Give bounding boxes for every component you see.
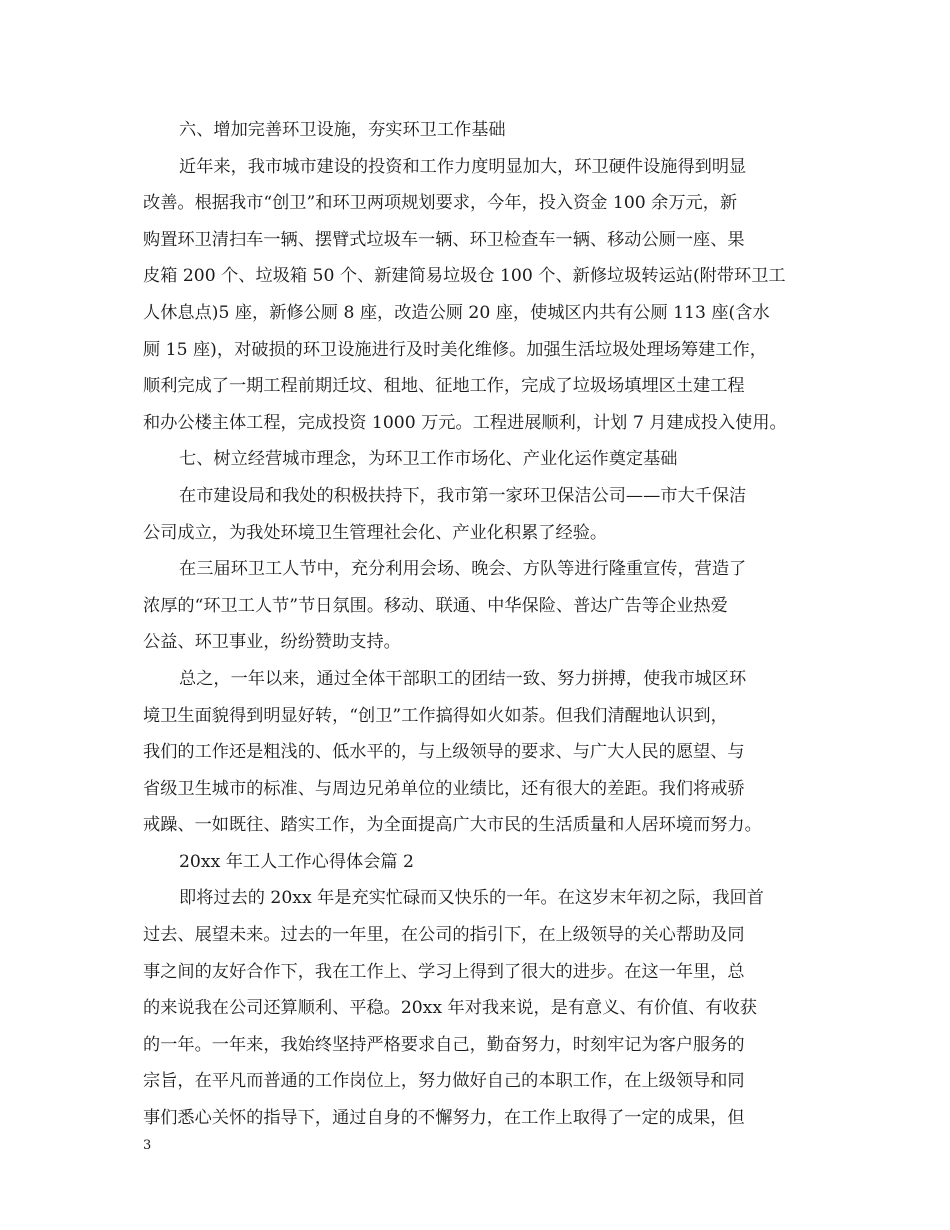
text-line: 浓厚的“环卫工人节”节日氛围。移动、联通、中华保险、普达广告等企业热爱 bbox=[143, 595, 728, 616]
text-line: 近年来，我市城市建设的投资和工作力度明显加大，环卫硬件设施得到明显 bbox=[179, 156, 747, 177]
text-line: 的来说我在公司还算顺利、平稳。20xx 年对我来说，是有意义、有价值、有收获 bbox=[143, 998, 757, 1019]
text-line: 公司成立，为我处环境卫生管理社会化、产业化积累了经验。 bbox=[143, 522, 608, 543]
text-line: 顺利完成了一期工程前期迁坟、租地、征地工作，完成了垃圾场填埋区土建工程 bbox=[143, 376, 745, 397]
text-line: 省级卫生城市的标准、与周边兄弟单位的业绩比，还有很大的差距。我们将戒骄 bbox=[143, 778, 745, 799]
text-line: 购置环卫清扫车一辆、摆臂式垃圾车一辆、环卫检查车一辆、移动公厕一座、果 bbox=[143, 229, 745, 250]
text-line: 在三届环卫工人节中，充分利用会场、晚会、方队等进行隆重宣传，营造了 bbox=[179, 559, 747, 580]
text-line: 事之间的友好合作下，我在工作上、学习上得到了很大的进步。在这一年里，总 bbox=[143, 961, 745, 982]
text-line: 境卫生面貌得到明显好转，“创卫”工作搞得如火如荼。但我们清醒地认识到， bbox=[143, 705, 728, 726]
text-line: 厕 15 座)，对破损的环卫设施进行及时美化维修。加强生活垃圾处理场筹建工作， bbox=[143, 339, 767, 360]
text-line: 总之，一年以来，通过全体干部职工的团结一致、努力拼搏，使我市城区环 bbox=[179, 668, 747, 689]
text-line: 皮箱 200 个、垃圾箱 50 个、新建简易垃圾仓 100 个、新修垃圾转运站(附带环卫工 bbox=[143, 266, 786, 287]
text-line: 我们的工作还是粗浅的、低水平的，与上级领导的要求、与广大人民的愿望、与 bbox=[143, 742, 745, 763]
text-line: 的一年。一年来，我始终坚持严格要求自己，勤奋努力，时刻牢记为客户服务的 bbox=[143, 1034, 745, 1055]
text-line: 即将过去的 20xx 年是充实忙碌而又快乐的一年。在这岁末年初之际，我回首 bbox=[179, 888, 764, 909]
text-line: 七、树立经营城市理念，为环卫工作市场化、产业化运作奠定基础 bbox=[179, 449, 678, 470]
text-line: 过去、展望未来。过去的一年里，在公司的指引下，在上级领导的关心帮助及同 bbox=[143, 925, 745, 946]
text-line: 20xx 年工人工作心得体会篇 2 bbox=[179, 851, 414, 872]
text-line: 改善。根据我市“创卫”和环卫两项规划要求，今年，投入资金 100 余万元，新 bbox=[143, 193, 738, 214]
page-number: 3 bbox=[143, 1138, 152, 1153]
text-line: 事们悉心关怀的指导下，通过自身的不懈努力，在工作上取得了一定的成果，但 bbox=[143, 1108, 745, 1129]
text-line: 人休息点)5 座，新修公厕 8 座，改造公厕 20 座，使城区内共有公厕 113 座(含水 bbox=[143, 302, 770, 323]
text-line: 在市建设局和我处的积极扶持下，我市第一家环卫保洁公司——市大千保洁 bbox=[179, 485, 747, 506]
text-line: 宗旨，在平凡而普通的工作岗位上，努力做好自己的本职工作，在上级领导和同 bbox=[143, 1071, 745, 1092]
text-line: 和办公楼主体工程，完成投资 1000 万元。工程进展顺利，计划 7 月建成投入使用。 bbox=[143, 412, 787, 433]
text-line: 六、增加完善环卫设施，夯实环卫工作基础 bbox=[179, 120, 506, 140]
text-line: 公益、环卫事业，纷纷赞助支持。 bbox=[143, 632, 401, 653]
document-body bbox=[143, 112, 823, 1137]
text-line: 戒躁、一如既往、踏实工作，为全面提高广大市民的生活质量和人居环境而努力。 bbox=[143, 815, 762, 836]
